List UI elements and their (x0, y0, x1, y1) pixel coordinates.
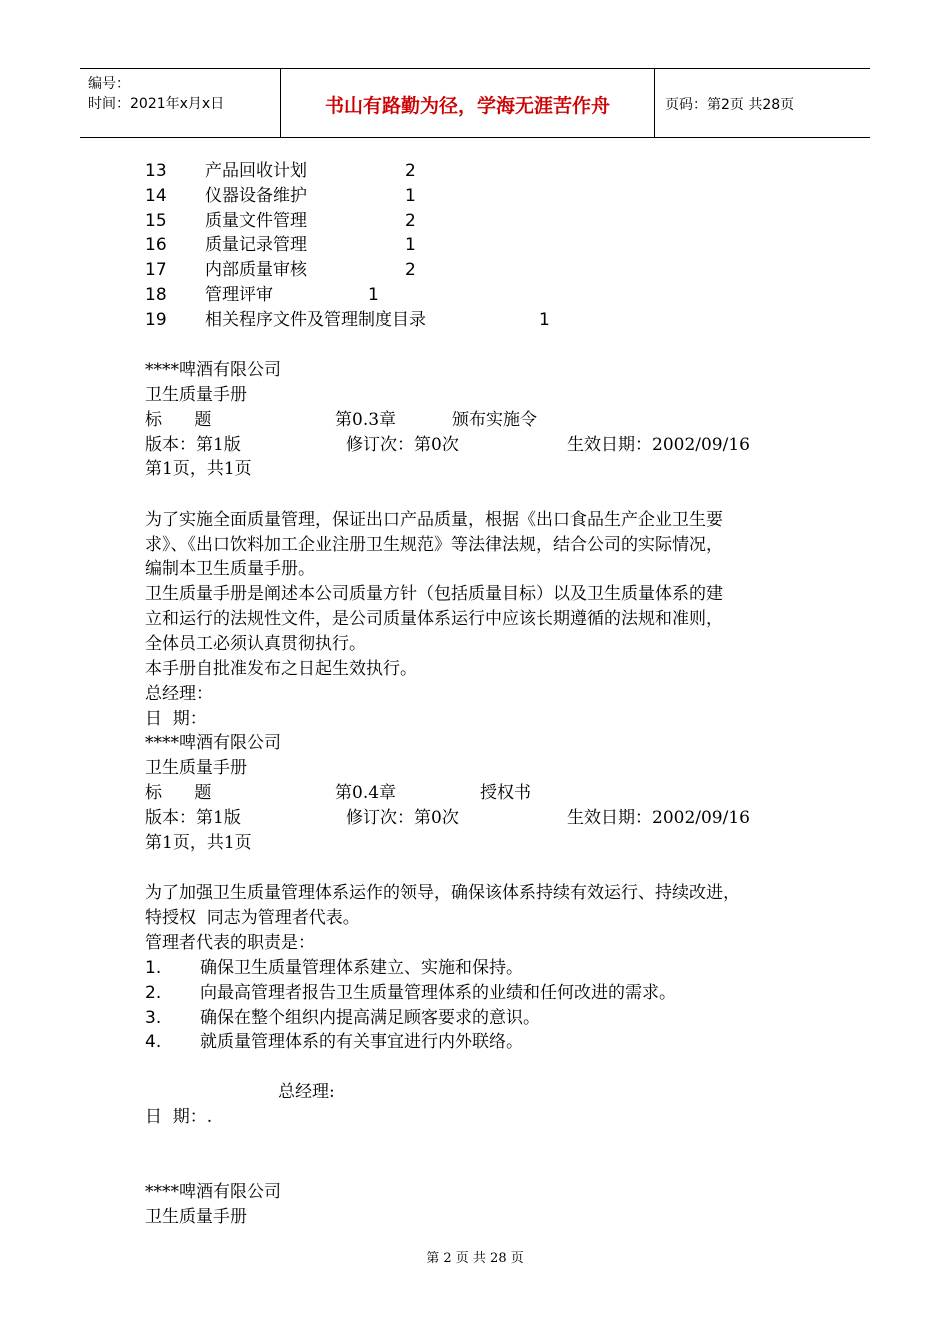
general-manager-label: 总经理: (278, 1082, 335, 1102)
revision: 修订次：第0次 (346, 808, 459, 828)
list-item-no: 16 (145, 235, 167, 255)
list-item-no: 13 (145, 161, 167, 181)
header-right-cell (655, 69, 870, 137)
list-item-title: 质量文件管理 (205, 211, 307, 231)
duty-text: 确保卫生质量管理体系建立、实施和保持。 (200, 958, 523, 978)
list-item-pages: 1 (539, 310, 550, 330)
list-item-pages: 1 (405, 235, 416, 255)
duty-number: 3. (145, 1008, 162, 1028)
paragraph-line: 求》、《出口饮料加工企业注册卫生规范》等法律法规，结合公司的实际情况， (145, 535, 723, 555)
effective-date: 生效日期：2002/09/16 (567, 808, 750, 828)
list-item-no: 14 (145, 186, 167, 206)
paragraph-line: 卫生质量手册是阐述本公司质量方针（包括质量目标）以及卫生质量体系的建 (145, 584, 723, 604)
paragraph-line: 全体员工必须认真贯彻执行。 (145, 634, 366, 654)
paragraph-line: 管理者代表的职责是： (145, 933, 315, 953)
list-item-pages: 1 (368, 285, 379, 305)
title-label: 标 题 (145, 783, 212, 803)
duty-number: 1. (145, 958, 162, 978)
list-item-title: 相关程序文件及管理制度目录 (205, 310, 426, 330)
title-label: 标 题 (145, 410, 212, 430)
list-item-title: 管理评审 (205, 285, 273, 305)
effective-date: 生效日期：2002/09/16 (567, 435, 750, 455)
chapter-title: 颁布实施令 (452, 410, 537, 430)
company-name: ****啤酒有限公司 (145, 360, 281, 380)
paragraph-line: 本手册自批准发布之日起生效执行。 (145, 659, 417, 679)
date-line: 时间：2021年x月x日 (88, 96, 225, 112)
date-label: 日 期： (145, 709, 207, 729)
list-item-title: 质量记录管理 (205, 235, 307, 255)
page-info: 页码：第2页 共28页 (665, 97, 795, 113)
chapter-number: 第0.3章 (335, 410, 397, 430)
header-left-cell (80, 69, 281, 137)
manual-title: 卫生质量手册 (145, 758, 247, 778)
date-label: 日 期：. (145, 1107, 213, 1127)
list-item-pages: 2 (405, 211, 416, 231)
list-item-pages: 2 (405, 260, 416, 280)
page-header (80, 68, 870, 138)
list-item-pages: 2 (405, 161, 416, 181)
paragraph-line: 立和运行的法规性文件，是公司质量体系运行中应该长期遵循的法规和准则， (145, 609, 723, 629)
revision: 修订次：第0次 (346, 435, 459, 455)
company-name: ****啤酒有限公司 (145, 1182, 281, 1202)
chapter-number: 第0.4章 (335, 783, 397, 803)
list-item-title: 仪器设备维护 (205, 186, 307, 206)
header-motto: 书山有路勤为径，学海无涯苦作舟 (324, 95, 610, 117)
duty-number: 2. (145, 983, 162, 1003)
code-label: 编号： (88, 76, 130, 92)
version: 版本：第1版 (145, 435, 241, 455)
duty-number: 4. (145, 1032, 162, 1052)
list-item-title: 内部质量审核 (205, 260, 307, 280)
list-item-no: 17 (145, 260, 167, 280)
list-item-no: 19 (145, 310, 167, 330)
manual-title: 卫生质量手册 (145, 385, 247, 405)
chapter-title: 授权书 (480, 783, 531, 803)
page-count: 第1页，共1页 (145, 833, 252, 853)
duty-text: 就质量管理体系的有关事宜进行内外联络。 (200, 1032, 523, 1052)
page-footer: 第 2 页 共 28 页 (426, 1251, 524, 1266)
header-motto-cell (281, 69, 655, 137)
version: 版本：第1版 (145, 808, 241, 828)
company-name: ****啤酒有限公司 (145, 733, 281, 753)
paragraph-line: 为了实施全面质量管理，保证出口产品质量，根据《出口食品生产企业卫生要 (145, 510, 723, 530)
list-item-no: 15 (145, 211, 167, 231)
paragraph-line: 编制本卫生质量手册。 (145, 559, 315, 579)
list-item-no: 18 (145, 285, 167, 305)
page-count: 第1页，共1页 (145, 459, 252, 479)
list-item-title: 产品回收计划 (205, 161, 307, 181)
manual-title: 卫生质量手册 (145, 1207, 247, 1227)
duty-text: 向最高管理者报告卫生质量管理体系的业绩和任何改进的需求。 (200, 983, 676, 1003)
list-item-pages: 1 (405, 186, 416, 206)
paragraph-line: 为了加强卫生质量管理体系运作的领导，确保该体系持续有效运行、持续改进， (145, 883, 740, 903)
general-manager-label: 总经理： (145, 684, 213, 704)
duty-text: 确保在整个组织内提高满足顾客要求的意识。 (200, 1008, 540, 1028)
paragraph-line: 特授权 同志为管理者代表。 (145, 908, 360, 928)
